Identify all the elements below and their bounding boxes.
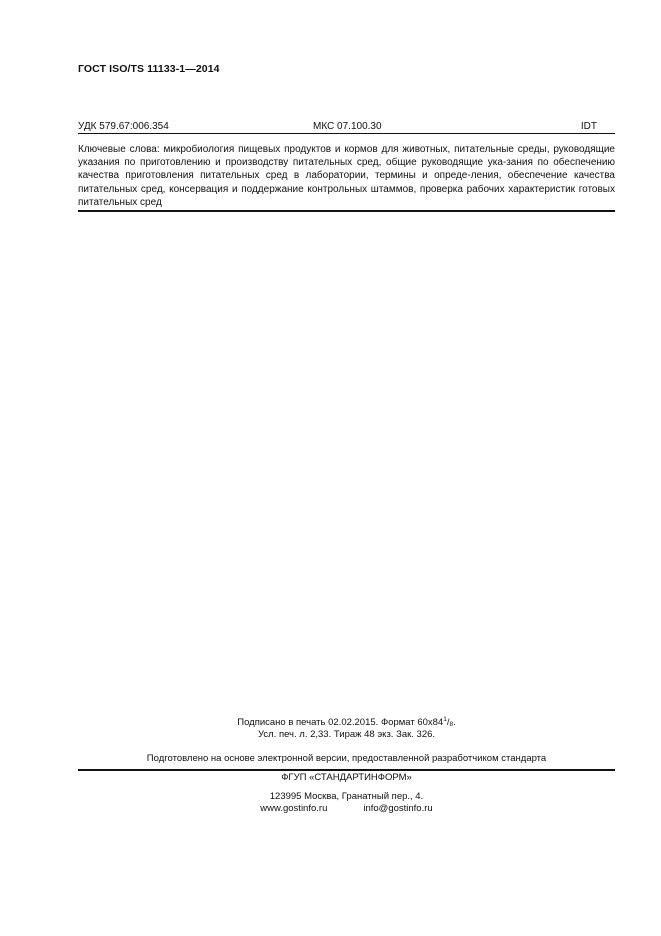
signed-suffix: . — [453, 717, 456, 728]
format-denominator: 8 — [449, 721, 454, 728]
udk-code: УДК 579.67:006.354 — [78, 121, 169, 132]
degree-of-correspondence: IDT — [580, 121, 597, 132]
keywords-divider — [78, 210, 615, 212]
keywords-paragraph: Ключевые слова: микробиология пищевых продуктов и кормов для животных, питательные среды, руководящие указания по приготовлению и производству питательных сред, общие руководящие ука-зания по обеспечению качества приготовления питательных сред в лаборатории, термины и опреде-ления, обеспечение качества питательных сред, консервация и поддержание контрольных штаммов, проверка рабочих характеристик готовых питательных сред — [78, 144, 615, 208]
publisher-name: ФГУП «СТАНДАРТИНФОРМ» — [281, 772, 412, 783]
publisher-divider — [78, 769, 615, 771]
prepared-note: Подготовлено на основе электронной версии, предоставленной разработчиком стандарта — [146, 753, 547, 764]
email-link[interactable]: info@gostinfo.ru — [363, 803, 433, 814]
signed-text: Подписано в печать 02.02.2015. Формат 60х84 — [237, 717, 444, 728]
signed-to-print-line: Подписано в печать 02.02.2015. Формат $60х84^1/8$. — [237, 716, 456, 728]
publisher-address: 123995 Москва, Гранатный пер., 4. — [269, 791, 424, 802]
print-info-line: Усл. печ. л. 2,33. Тираж 48 экз. Зак. 326. — [257, 729, 436, 740]
standard-number-header: ГОСТ ISO/TS 11133-1—2014 — [78, 63, 220, 75]
mks-code: МКС 07.100.30 — [313, 121, 382, 132]
website-link[interactable]: www.gostinfo.ru — [260, 803, 328, 814]
format-numerator: 1 — [443, 716, 447, 723]
publisher-contacts — [78, 803, 615, 815]
classification-divider — [78, 133, 615, 134]
